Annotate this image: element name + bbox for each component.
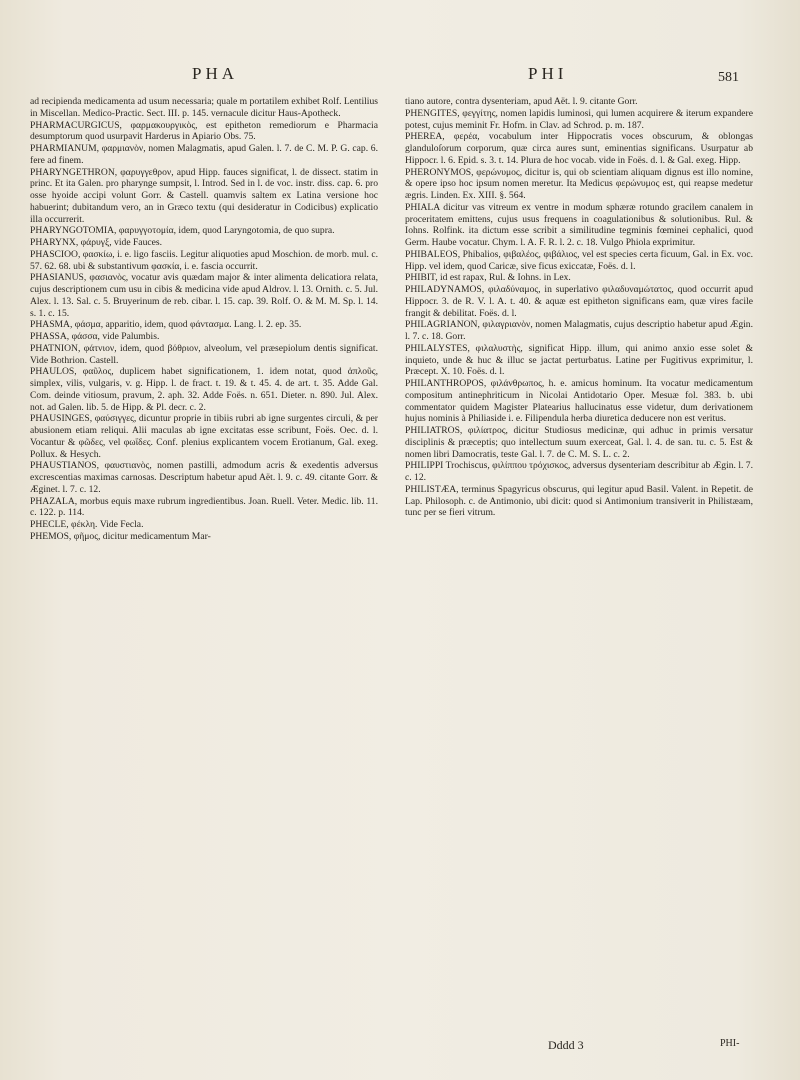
- entry: PHIBALEOS, Phibalios, φιβαλέος, φιβάλιος, vel est species certa ficuum, Gal. in Ex. voc. Hipp. vel idem, quod Caricæ, sive ficus exiccatæ, Foës. d. l.: [405, 248, 753, 272]
- catchword: PHI-: [720, 1038, 740, 1049]
- running-head-right: PHI: [528, 64, 568, 83]
- entry: PHIALA dicitur vas vitreum ex ventre in modum sphæræ rotundo gracilem canalem in proceritatem emittens, cujus usus frequens in coagulationibus & solutionibus. Rul. & Iohns. Rolfink. ita dictum esse scribit a similitudine tegminis fœminei cephalici, quod Germ. Haube vocatur. Chym. l. A. F. R. l. 2. c. 18. Vulgo Phiola exprimitur.: [405, 201, 753, 248]
- entry: PHILIATROS, φιλίατρος, dicitur Studiosus medicinæ, qui adhuc in primis versatur disciplinis & præceptis; quo intellectum suum exerceat, Gal. l. 4. de san. tu. c. 5. Est & nomen libri Damocratis, teste Gal. l. 7. de C. M. S. L. c. 2.: [405, 425, 753, 460]
- entry: ad recipienda medicamenta ad usum necessaria; quale m portatilem exhibet Rolf. Lentilius in Miscellan. Medico-Practic. Sect. III. p. 145. vernacule dicitur Haus-Apotheck.: [30, 96, 378, 119]
- entry: PHAZALA, morbus equis maxe rubrum ingredientibus. Joan. Ruell. Veter. Medic. lib. 11. c. 122. p. 114.: [30, 495, 378, 519]
- entry: PHEMOS, φῆμος, dicitur medicamentum Mar-: [30, 530, 211, 542]
- entry: tiano autore, contra dysenteriam, apud Aët. l. 9. citante Gorr.: [405, 96, 638, 107]
- left-column: [30, 96, 378, 543]
- entry: PHAUSINGES, φαύσιγγες, dicuntur proprie in tibiis rubri ab igne surgentes circuli, & per abusionem etiam reliqui. Alii maculas ab igne excitatas esse scribunt, Foës. Oec. d. l. Vocantur & φῶδες, vel φωΐδες. Conf. plenius explicantem vocem Erotianum, Gal. exeg. Pollux. & Hesych.: [30, 413, 378, 460]
- entry: PHASSA, φάσσα, vide Palumbis.: [30, 331, 160, 342]
- entry: PHARYNGOTOMIA, φαρυγγοτομία, idem, quod Laryngotomia, de quo supra.: [30, 225, 335, 237]
- entry: PHILANTHROPOS, φιλάνθρωπος, h. e. amicus hominum. Ita vocatur medicamentum compositum antinephriticum in Nicolai Antidotario Oper. Mesuæ fol. 383. b. ubi commentator quidem Magister Platearius hallucinatus esse videtur, dum derivationem hujus nominis à Philiaside i. e. Filipendula herba diuretica deducere non est veritus.: [405, 378, 753, 425]
- entry: PHATNION, φάτνιον, idem, quod βόθριον, alveolum, vel præsepiolum dentis significat. Vide Bothrion. Castell.: [30, 342, 378, 366]
- entry: PHIBIT, id est rapax, Rul. & Iohns. in Lex.: [405, 272, 571, 284]
- entry: PHECLE, φέκλη. Vide Fecla.: [30, 519, 144, 530]
- entry: PHILALYSTES, φιλαλυστὴς, significat Hipp. illum, qui animo anxio esse solet & inquieto, unde & huc & illuc se jactat perturbatus. Latine per Fugitivus exprimitur, l. Præcept. X. 10. Foës. d. l.: [405, 342, 753, 378]
- entry: PHARYNX, φάρυγξ, vide Fauces.: [30, 237, 163, 248]
- entry: PHILAGRIANON, φιλαγριανὸν, nomen Malagmatis, cujus descriptio habetur apud Ægin. l. 7. c. 18. Gorr.: [405, 319, 753, 342]
- entry: PHILADYNAMOS, φιλαδύναμος, in superlativo φιλαδυναμώτατος, quod occurrit apud Hippocr. 3. de R. V. l. A. t. 40. & aquæ est epitheton significans eam, quæ vires facile frangit & debilitat. Foës. d. l.: [405, 284, 753, 319]
- entry: PHEREA, φερέα, vocabulum inter Hippocratis voces obscurum, & oblongas glanduloſorum corporum, quæ circa aures sunt, eminentias significans. Usurpatur ab Hippocr. l. 6. Epid. s. 3. t. 14. Plura de hoc vocab. vide in Foës. d. l. & Gal. exeg. Hipp.: [405, 131, 753, 166]
- entry: PHILISTÆA, terminus Spagyricus obscurus, qui legitur apud Basil. Valent. in Repetit. de Lap. Philosoph. c. de Antimonio, ubi dicit: quod si Antimonium transiverit in Philistæam, tunc per se fieri vitrum.: [405, 483, 753, 519]
- right-column: [405, 96, 753, 519]
- entry: PHARYNGETHRON, φαρυγγεθρον, apud Hipp. fauces significat, l. de dissect. statim in princ. Et ita Galen. pro pharynge sumpsit, l. Introd. Sed in l. de voc. instr. diss. cap. 6. pro osse hyoide accipi volunt Gorr. & Castell. quamvis saltem ex Latina versione hoc habuerint; dubitandum vero, an in Græco textu (qui desideratur in Codicibus) explicatio illa occurrerit.: [30, 166, 378, 225]
- entry: PHASCIOO, φασκίω, i. e. ligo fasciis. Legitur aliquoties apud Moschion. de morb. mul. c. 57. 62. 68. ubi & substantivum φασκία, i. e. fascia occurrit.: [30, 248, 378, 272]
- entry: PHAULOS, φαῦλος, duplicem habet significationem, 1. idem notat, quod ἁπλοῦς, simplex, vilis, vulgaris, v. g. Hipp. l. de fract. t. 19. & t. 45. 4. de art. t. 35. Adde Gal. Com. deinde vitiosum, pravum, 2. aph. 32. Adde Foës. n. 651. Dieter. n. 890. Jul. Alex. not. ad Galen. lib. 5. de Hipp. & Pl. decr. c. 2.: [30, 366, 378, 413]
- entry: PHILIPPI Trochiscus, φιλίππου τρόχισκος, adversus dysenteriam describitur ab Ægin. l. 7. c. 12.: [405, 460, 753, 483]
- page-number: 581: [718, 70, 739, 85]
- running-head-left: PHA: [192, 64, 239, 83]
- entry: PHARMACURGICUS, φαρμακουργικὸς, est epitheton remediorum e Pharmacia desumptorum quod usurpavit Harderus in Apiario Obs. 75.: [30, 119, 378, 143]
- entry: PHASIANUS, φασιανὸς, vocatur avis quædam major & inter alimenta delicatiora relata, cujus descriptionem cum usu in cibis & medicina vide apud Aldrov. l. 13. Ornith. c. 5. Jul. Alex. l. 13. Sal. c. 5. Bruyerinum de reb. cibar. l. 15. cap. 39. Rolf. O. & M. M. Sp. l. 14. s. 1. c. 15.: [30, 272, 378, 319]
- entry: PHARMIANUM, φαρμιανὸν, nomen Malagmatis, apud Galen. l. 7. de C. M. P. G. cap. 6. fere ad finem.: [30, 143, 378, 166]
- entry: PHASMA, φάσμα, apparitio, idem, quod φάντασμα. Lang. l. 2. ep. 35.: [30, 319, 302, 331]
- entry: PHENGITES, φεγγίτης, nomen lapidis luminosi, qui lumen acquirere & iterum expandere potest, cujus meminit Fr. Hofm. in Clav. ad Schrod. p. m. 187.: [405, 107, 753, 131]
- signature-mark: Dddd 3: [548, 1038, 584, 1052]
- entry: PHAUSTIANOS, φαυστιανὸς, nomen pastilli, admodum acris & exedentis adversus excrescentias maximas carnosas. Descriptum habetur apud Aët. l. 9. c. 49. citante Gorr. & Æginet. l. 7. c. 12.: [30, 460, 378, 495]
- entry: PHERONYMOS, φερώνυμος, dicitur is, qui ob scientiam aliquam dignus est illo nomine, & opere ipso hoc ipsum nomen meretur. Ita Medicus φερώνυμος est, qui reapse medetur ægris. Linden. Ex. XIII. §. 564.: [405, 166, 753, 201]
